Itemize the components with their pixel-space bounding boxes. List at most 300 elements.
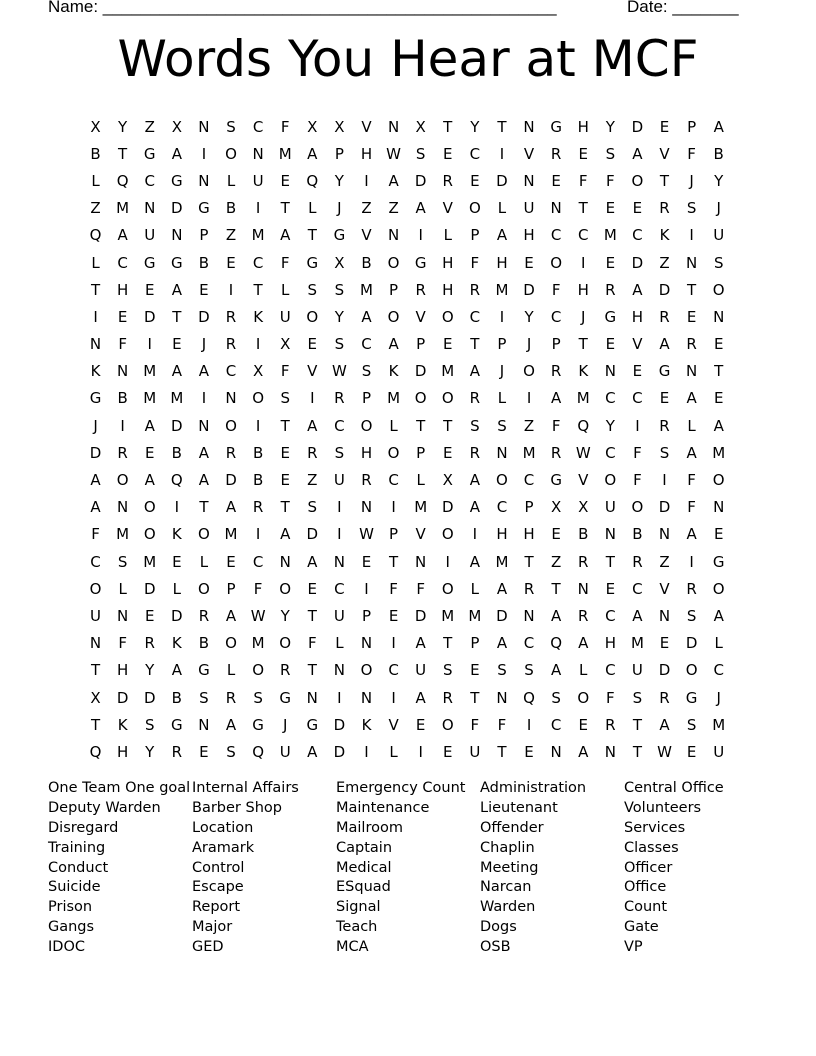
grid-letter: M — [441, 362, 455, 381]
grid-letter: Q — [306, 171, 319, 190]
grid-letter: I — [635, 416, 640, 435]
grid-letter: Y — [145, 742, 155, 761]
grid-letter: R — [279, 661, 291, 680]
grid-letter: D — [414, 606, 427, 625]
grid-letter: W — [331, 362, 347, 381]
grid-letter: F — [253, 579, 263, 598]
grid-letter: R — [659, 307, 670, 326]
grid-letter: T — [443, 416, 453, 435]
grid-letter: C — [252, 253, 264, 272]
grid-letter: F — [497, 715, 507, 734]
grid-letter: J — [337, 199, 342, 218]
grid-letter: D — [658, 661, 671, 680]
grid-letter: O — [631, 171, 644, 190]
grid-letter: A — [225, 606, 237, 625]
grid-letter: G — [198, 199, 210, 218]
grid-letter: T — [578, 335, 588, 354]
grid-letter: T — [497, 742, 507, 761]
page-title: Words You Hear at MCF — [117, 30, 699, 88]
grid-letter: Y — [145, 661, 155, 680]
grid-letter: R — [605, 715, 616, 734]
grid-letter: I — [228, 280, 234, 299]
grid-letter: R — [632, 552, 643, 571]
grid-letter: F — [633, 471, 642, 490]
word-list-item: Officer — [624, 859, 673, 876]
grid-row — [82, 575, 742, 602]
grid-letter: R — [659, 199, 670, 218]
grid-letter: A — [198, 471, 210, 490]
grid-letter: M — [387, 389, 401, 408]
grid-letter: D — [89, 443, 102, 462]
grid-letter: O — [712, 280, 725, 299]
grid-letter: A — [171, 280, 182, 299]
grid-letter: R — [442, 688, 453, 707]
grid-letter: S — [713, 253, 724, 272]
grid-letter: I — [201, 389, 207, 408]
grid-letter: D — [225, 471, 237, 490]
grid-letter: M — [712, 443, 726, 462]
grid-letter: A — [686, 525, 697, 544]
grid-letter: S — [226, 742, 236, 761]
grid-letter: G — [685, 688, 698, 707]
grid-letter: B — [225, 199, 237, 218]
grid-letter: I — [364, 742, 369, 761]
grid-letter: F — [606, 688, 615, 707]
grid-letter: O — [441, 307, 454, 326]
grid-letter: V — [523, 144, 535, 163]
grid-letter: O — [360, 416, 373, 435]
grid-letter: G — [279, 688, 292, 707]
grid-letter: B — [198, 634, 210, 653]
grid-letter: F — [118, 335, 127, 354]
grid-letter: A — [496, 634, 508, 653]
grid-letter: L — [443, 226, 452, 245]
word-list-item: Deputy Warden — [48, 799, 161, 816]
word-list-item: Warden — [480, 899, 536, 916]
word-list — [48, 779, 788, 958]
word-list-item: Count — [624, 899, 668, 916]
grid-letter: T — [443, 634, 453, 653]
grid-letter: E — [172, 335, 182, 354]
grid-letter: E — [199, 280, 209, 299]
grid-letter: L — [389, 742, 398, 761]
grid-letter: E — [578, 715, 588, 734]
grid-letter: V — [578, 471, 589, 490]
grid-letter: A — [117, 226, 128, 245]
grid-letter: U — [469, 742, 481, 761]
grid-letter: S — [632, 688, 643, 707]
grid-letter: N — [333, 552, 345, 571]
grid-letter: P — [551, 335, 561, 354]
grid-letter: R — [469, 280, 481, 299]
grid-letter: E — [443, 443, 453, 462]
grid-letter: A — [388, 335, 399, 354]
grid-letter: E — [144, 606, 155, 625]
grid-letter: I — [526, 389, 532, 408]
word-list-item: Medical — [336, 859, 392, 876]
grid-letter: N — [387, 226, 400, 245]
grid-letter: F — [118, 634, 127, 653]
grid-letter: P — [470, 634, 480, 653]
grid-letter: O — [441, 525, 454, 544]
grid-letter: O — [441, 389, 454, 408]
grid-letter: O — [685, 661, 698, 680]
grid-letter: N — [198, 416, 210, 435]
grid-letter: D — [631, 117, 644, 136]
grid-row — [82, 167, 742, 194]
grid-letter: A — [469, 552, 480, 571]
grid-letter: R — [117, 443, 128, 462]
grid-letter: C — [605, 661, 616, 680]
grid-letter: B — [198, 253, 210, 272]
grid-letter: E — [659, 117, 670, 136]
grid-letter: L — [91, 253, 100, 272]
grid-letter: H — [577, 117, 589, 136]
grid-letter: E — [443, 742, 453, 761]
grid-letter: N — [604, 742, 616, 761]
grid-letter: O — [523, 362, 535, 381]
word-list-item: Location — [192, 819, 254, 836]
grid-letter: D — [143, 307, 156, 326]
grid-letter: M — [251, 634, 265, 653]
grid-letter: N — [713, 498, 725, 517]
grid-letter: P — [497, 335, 507, 354]
grid-letter: N — [550, 199, 562, 218]
grid-letter: B — [713, 144, 724, 163]
grid-letter: D — [171, 199, 183, 218]
grid-letter: S — [415, 144, 426, 163]
grid-letter: E — [659, 389, 670, 408]
grid-row — [82, 303, 742, 330]
grid-letter: S — [659, 443, 670, 462]
grid-letter: D — [333, 742, 346, 761]
grid-letter: T — [307, 661, 317, 680]
grid-letter: Y — [524, 307, 534, 326]
grid-letter: H — [523, 525, 535, 544]
grid-letter: R — [605, 280, 616, 299]
grid-letter: R — [469, 389, 481, 408]
grid-letter: S — [686, 199, 697, 218]
grid-letter: J — [499, 362, 505, 381]
grid-letter: A — [713, 117, 724, 136]
grid-letter: D — [414, 171, 427, 190]
grid-letter: O — [116, 471, 129, 490]
grid-letter: Q — [89, 742, 102, 761]
grid-letter: I — [255, 416, 261, 435]
grid-letter: I — [391, 688, 396, 707]
grid-letter: E — [632, 199, 643, 218]
grid-letter: R — [442, 171, 453, 190]
grid-letter: G — [306, 715, 319, 734]
grid-letter: A — [632, 144, 643, 163]
grid-letter: C — [252, 117, 264, 136]
grid-letter: S — [605, 144, 616, 163]
grid-letter: R — [659, 688, 670, 707]
grid-letter: N — [306, 688, 318, 707]
grid-letter: Q — [252, 742, 265, 761]
grid-letter: M — [495, 280, 509, 299]
grid-letter: I — [418, 226, 423, 245]
word-list-item: Control — [192, 859, 245, 876]
grid-letter: E — [524, 742, 534, 761]
grid-letter: N — [198, 715, 210, 734]
grid-letter: F — [551, 416, 561, 435]
grid-letter: I — [581, 253, 586, 272]
grid-letter: R — [334, 389, 345, 408]
grid-letter: P — [361, 606, 371, 625]
grid-letter: A — [361, 307, 372, 326]
grid-letter: A — [198, 362, 210, 381]
grid-letter: B — [171, 688, 182, 707]
grid-row — [82, 222, 742, 249]
grid-letter: E — [470, 171, 480, 190]
grid-letter: A — [307, 416, 318, 435]
word-list-item: Escape — [192, 879, 244, 896]
grid-letter: P — [226, 579, 236, 598]
grid-letter: A — [496, 579, 508, 598]
grid-letter: A — [171, 661, 182, 680]
grid-letter: J — [282, 715, 288, 734]
grid-letter: G — [550, 117, 562, 136]
grid-letter: R — [361, 471, 372, 490]
grid-letter: L — [497, 389, 507, 408]
grid-letter: A — [307, 552, 318, 571]
grid-letter: I — [662, 471, 667, 490]
grid-letter: I — [147, 335, 152, 354]
grid-letter: M — [143, 362, 157, 381]
grid-letter: S — [199, 688, 209, 707]
grid-letter: Z — [225, 226, 237, 245]
grid-letter: V — [361, 117, 372, 136]
grid-letter: B — [252, 471, 264, 490]
grid-letter: N — [360, 634, 373, 653]
grid-letter: C — [144, 171, 155, 190]
grid-letter: I — [689, 226, 694, 245]
grid-letter: I — [201, 144, 207, 163]
grid-letter: I — [499, 307, 505, 326]
grid-letter: N — [523, 171, 535, 190]
grid-letter: N — [415, 552, 427, 571]
grid-letter: C — [496, 498, 508, 517]
grid-letter: U — [252, 171, 264, 190]
grid-letter: S — [470, 416, 480, 435]
grid-letter: E — [605, 253, 616, 272]
grid-letter: Q — [523, 688, 535, 707]
grid-letter: E — [605, 335, 616, 354]
grid-letter: W — [386, 144, 401, 163]
grid-letter: X — [442, 471, 453, 490]
grid-letter: T — [443, 117, 453, 136]
grid-letter: C — [361, 335, 372, 354]
grid-letter: F — [687, 144, 696, 163]
grid-letter: I — [255, 335, 261, 354]
grid-letter: A — [307, 742, 318, 761]
grid-letter: O — [468, 199, 481, 218]
grid-letter: L — [91, 171, 100, 190]
grid-letter: D — [171, 606, 183, 625]
grid-letter: M — [414, 498, 428, 517]
grid-letter: Z — [659, 253, 670, 272]
grid-letter: R — [144, 634, 155, 653]
grid-letter: G — [658, 362, 671, 381]
grid-letter: T — [470, 335, 480, 354]
grid-letter: Q — [116, 171, 129, 190]
grid-letter: N — [658, 525, 671, 544]
grid-letter: O — [279, 579, 292, 598]
grid-letter: E — [144, 443, 155, 462]
grid-letter: F — [551, 280, 561, 299]
grid-letter: E — [659, 634, 670, 653]
grid-letter: E — [307, 579, 318, 598]
grid-letter: O — [143, 525, 156, 544]
grid-letter: T — [172, 307, 182, 326]
grid-letter: S — [334, 335, 345, 354]
word-list-item: Central Office — [624, 780, 724, 796]
grid-letter: Z — [659, 552, 670, 571]
grid-letter: W — [575, 443, 591, 462]
grid-row — [82, 439, 742, 466]
grid-letter: R — [225, 443, 237, 462]
grid-letter: C — [334, 579, 345, 598]
grid-letter: A — [171, 144, 182, 163]
grid-letter: V — [659, 144, 670, 163]
grid-letter: O — [225, 416, 237, 435]
word-list-item: MCA — [336, 939, 369, 956]
grid-letter: J — [201, 335, 207, 354]
grid-letter: L — [579, 661, 588, 680]
grid-row — [82, 494, 742, 521]
grid-letter: M — [116, 525, 130, 544]
grid-letter: E — [280, 471, 290, 490]
word-list-item: Training — [48, 839, 106, 856]
grid-letter: E — [226, 552, 236, 571]
grid-letter: J — [716, 199, 721, 218]
grid-letter: T — [632, 742, 642, 761]
grid-letter: V — [659, 579, 670, 598]
grid-letter: Z — [307, 471, 318, 490]
grid-letter: N — [360, 498, 373, 517]
grid-letter: E — [280, 443, 290, 462]
grid-letter: A — [90, 498, 101, 517]
grid-row — [82, 113, 742, 140]
grid-letter: C — [388, 471, 399, 490]
grid-letter: A — [551, 389, 562, 408]
grid-letter: R — [550, 362, 562, 381]
word-list-item: Classes — [624, 839, 679, 856]
grid-letter: P — [361, 389, 371, 408]
grid-letter: S — [686, 715, 697, 734]
grid-letter: U — [333, 471, 345, 490]
grid-letter: T — [497, 117, 507, 136]
word-list-item: Services — [624, 819, 686, 836]
grid-letter: U — [333, 606, 345, 625]
word-list-item: Maintenance — [336, 799, 430, 816]
grid-row — [82, 140, 742, 167]
grid-letter: H — [604, 634, 616, 653]
grid-letter: A — [659, 715, 670, 734]
grid-letter: O — [387, 443, 400, 462]
grid-letter: P — [524, 498, 534, 517]
grid-letter: E — [415, 715, 426, 734]
grid-letter: D — [441, 498, 454, 517]
word-list-item: Office — [624, 879, 667, 896]
grid-letter: N — [117, 498, 129, 517]
grid-letter: S — [307, 280, 318, 299]
grid-letter: S — [253, 688, 263, 707]
grid-letter: N — [89, 634, 102, 653]
grid-letter: A — [144, 471, 155, 490]
grid-letter: G — [198, 661, 210, 680]
grid-row — [82, 602, 742, 629]
grid-letter: O — [414, 389, 427, 408]
grid-letter: V — [415, 307, 426, 326]
grid-letter: O — [89, 579, 102, 598]
grid-row — [82, 684, 742, 711]
grid-letter: R — [252, 498, 264, 517]
grid-letter: I — [391, 498, 396, 517]
grid-letter: I — [418, 742, 423, 761]
grid-letter: T — [280, 199, 290, 218]
grid-letter: X — [171, 117, 182, 136]
grid-letter: T — [470, 688, 480, 707]
grid-letter: B — [632, 525, 643, 544]
word-list-column — [336, 779, 480, 958]
word-list-item: Conduct — [48, 859, 109, 876]
grid-letter: P — [389, 280, 399, 299]
grid-letter: A — [415, 634, 426, 653]
grid-letter: L — [335, 634, 344, 653]
grid-letter: D — [658, 498, 671, 517]
grid-letter: S — [226, 117, 236, 136]
grid-letter: W — [657, 742, 672, 761]
grid-letter: C — [632, 226, 643, 245]
grid-letter: G — [604, 307, 617, 326]
grid-letter: W — [250, 606, 266, 625]
grid-letter: L — [172, 579, 181, 598]
grid-letter: K — [388, 362, 399, 381]
grid-letter: R — [171, 742, 183, 761]
grid-letter: G — [712, 552, 725, 571]
grid-letter: S — [443, 661, 453, 680]
grid-letter: C — [90, 552, 101, 571]
grid-letter: N — [685, 362, 698, 381]
grid-letter: U — [713, 742, 725, 761]
grid-letter: O — [604, 471, 617, 490]
grid-letter: L — [281, 280, 290, 299]
grid-letter: J — [716, 688, 721, 707]
grid-letter: F — [633, 443, 642, 462]
grid-letter: I — [391, 634, 396, 653]
grid-letter: E — [361, 552, 372, 571]
word-list-item: Lieutenant — [480, 799, 558, 816]
grid-letter: M — [360, 280, 373, 299]
grid-row — [82, 331, 742, 358]
grid-letter: U — [279, 307, 291, 326]
grid-letter: A — [415, 688, 426, 707]
grid-letter: M — [143, 552, 157, 571]
word-list-item: Disregard — [48, 819, 119, 836]
grid-letter: E — [226, 253, 236, 272]
grid-letter: S — [686, 606, 697, 625]
grid-letter: S — [144, 715, 155, 734]
grid-letter: E — [713, 525, 724, 544]
grid-letter: E — [686, 307, 697, 326]
grid-letter: N — [198, 117, 210, 136]
grid-letter: H — [523, 226, 535, 245]
grid-letter: Z — [551, 552, 562, 571]
grid-letter: O — [441, 715, 454, 734]
grid-letter: K — [171, 634, 182, 653]
